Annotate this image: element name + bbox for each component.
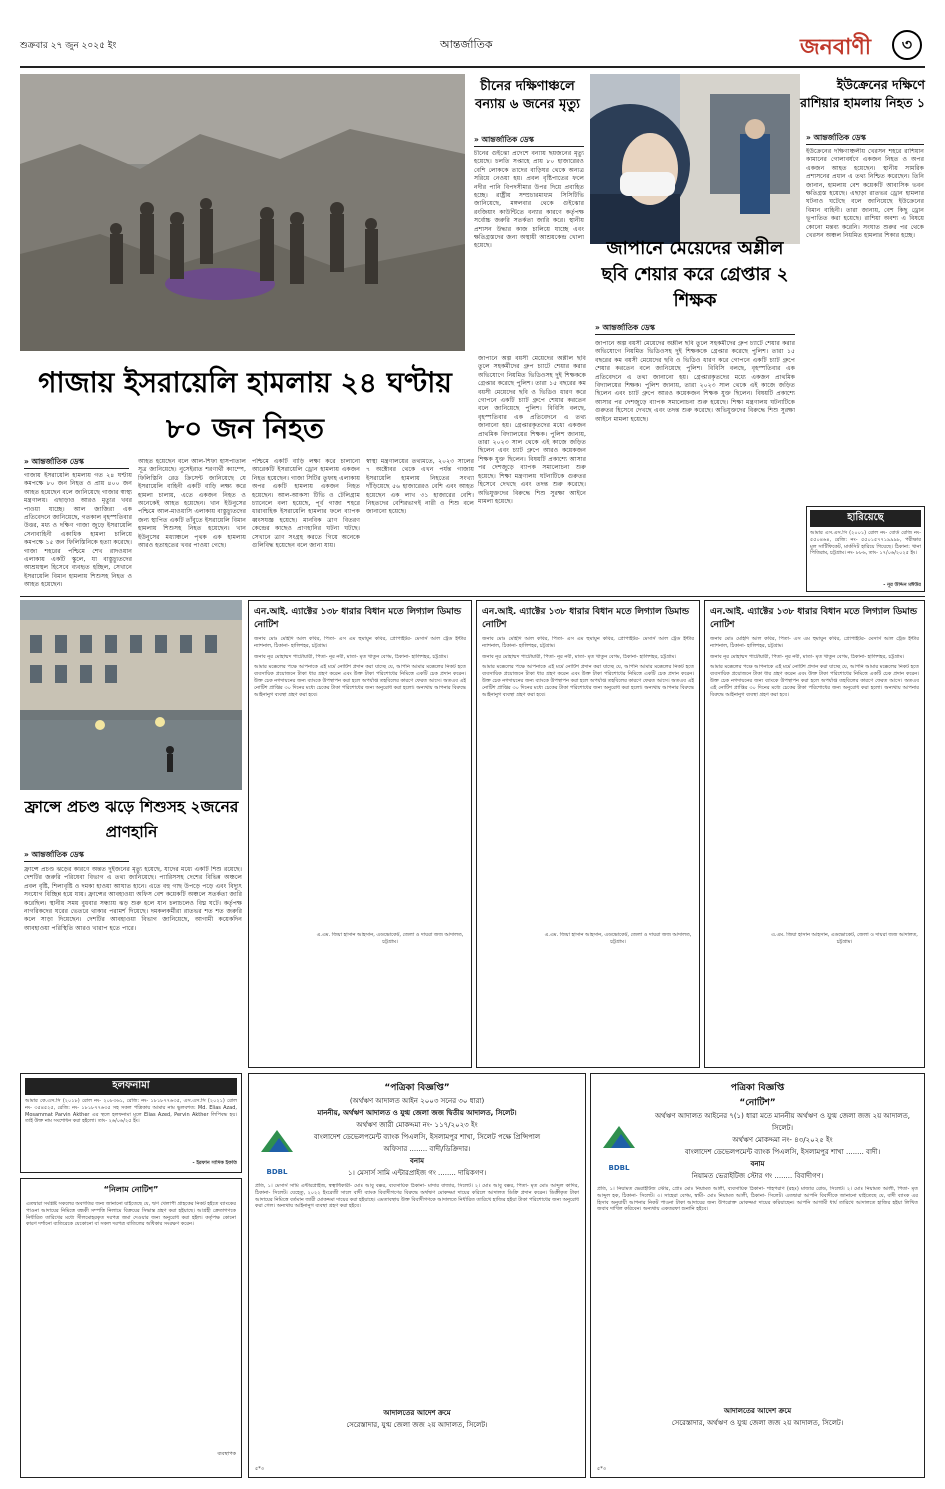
gaza-photo — [20, 74, 465, 351]
auction-body: এতদ্বারা সংশ্লিষ্ট সকলের অবগতির জন্য জানানো যাইতেছে যে, ঋণ খেলাপী গ্রাহকের নিকট হইতে ব্যাংকের পাওনা আদায়ের নিমিত্তে বন্ধকী সম্পত্তি নিলামে বিক্রয়ের সিদ্ধান্ত গ্রহণ করা হইয়াছে। আগ্রহী ক্রেতাগণকে নির্ধারিত তারিখের মধ্যে সীলমোহরকৃত দরপত্র জমা দেওয়ার জন্য অনুরোধ করা হইল। কর্তৃপক্ষ কোনো কারণ দর্শানো ব্যতিরেকে যেকোনো বা সকল দরপত্র বাতিলের অধিকার সংরক্ষণ করেন। — [26, 1201, 236, 1228]
japan-body-a: জাপানে অল্প বয়সী মেয়েদের অশ্লীল ছবি তুলে সহকর্মীদের গ্রুপ চ্যাটে শেয়ার করার অভিযোগে নিয়মিত ভিডিওসহ দুই শিক্ষককে গ্রেপ্তার করেছে পুলিশ। তারা ১৫ বছরের কম বয়সী মেয়েদের ছবি ও ভিডিও ধারণ করে গোপনে একটি চ্যাট গ্রুপে শেয়ার করতেন বলে জানিয়েছে পুলিশ। বিবিসি বলছে, বৃহস্পতিবার এক প্রতিবেদনে এ তথ্য জানানো হয়। গ্রেপ্তারকৃতদের মধ্যে একজন প্রাথমিক বিদ্যালয়ের শিক্ষক। পুলিশ জানায়, তারা ২০২৩ সাল থেকে এই কাজে জড়িত ছিলেন এবং চ্যাট গ্রুপে আরও কয়েকজন শিক্ষক যুক্ত ছিলেন। বিষয়টি প্রকাশ্যে আসার পর দেশজুড়ে ব্যাপক সমালোচনা শুরু হয়েছে। শিক্ষা মন্ত্রণালয় ঘটনাটিকে গুরুতর হিসেবে দেখছে এবং তদন্ত শুরু করেছে। অভিযুক্তদের বিরুদ্ধে শিশু সুরক্ষা আইনে মামলা হয়েছে। — [595, 340, 795, 423]
france-photo — [20, 600, 242, 790]
bdbl-logo-icon — [599, 1120, 639, 1160]
legal-notice-sender: জনাব নূর মোহাম্মদ পাটোয়ারী, পিতা- নূর নবী, মাতা- মৃত খাতুন বেগম, ঠিকানা- হালিশহর, চট্টগ্রাম। — [482, 653, 677, 660]
masthead — [20, 30, 925, 66]
bdbl1-case: অর্থঋণ জারী মোকদ্দমা নং- ১১৭/২০২৩ ইং — [356, 1121, 478, 1129]
affidavit-notice — [20, 1073, 242, 1173]
date: শুক্রবার ২৭ জুন ২০২৫ ইং — [20, 41, 117, 51]
china-body-cont: জাপানে অল্প বয়সী মেয়েদের অশ্লীল ছবি তুলে সহকর্মীদের গ্রুপ চ্যাটে শেয়ার করার অভিযোগে নিয়মিত ভিডিওসহ দুই শিক্ষককে গ্রেপ্তার করেছে পুলিশ। তারা ১৫ বছরের কম বয়সী মেয়েদের ছবি ও ভিডিও ধারণ করে গোপনে একটি চ্যাট গ্রুপে শেয়ার করতেন বলে জানিয়েছে পুলিশ। বিবিসি বলছে, বৃহস্পতিবার এক প্রতিবেদনে এ তথ্য জানানো হয়। গ্রেপ্তারকৃতদের মধ্যে একজন প্রাথমিক বিদ্যালয়ের শিক্ষক। পুলিশ জানায়, তারা ২০২৩ সাল থেকে এই কাজে জড়িত ছিলেন এবং চ্যাট গ্রুপে আরও কয়েকজন শিক্ষক যুক্ত ছিলেন। বিষয়টি প্রকাশ্যে আসার পর দেশজুড়ে ব্যাপক সমালোচনা শুরু হয়েছে। শিক্ষা মন্ত্রণালয় ঘটনাটিকে গুরুতর হিসেবে দেখছে এবং তদন্ত শুরু করেছে। অভিযুক্তদের বিরুদ্ধে শিশু সুরক্ষা আইনে মামলা হয়েছে। — [478, 355, 586, 505]
bdbl2-defendant: নিয়ামত ভেরাইটিজ স্টোর গং ........ বিবাদীগণ। — [691, 1172, 824, 1180]
auction-notice — [20, 1178, 242, 1478]
bdbl2-body: প্রতি, ১। নিয়ামত ভেরাইটিজ স্টোর, প্রোঃ মোঃ নিয়ামত আলী, ব্যবসায়িক ঠিকানা- শাহপরাণ (রহঃ) মাজার রোড, সিলেট। ২। মোঃ নিয়ামত আলী, পিতা- মৃত আব্দুল হক, ঠিকানা- সিলেট। ৩। সাহেরা বেগম, স্বামী- মোঃ নিয়ামত আলী, ঠিকানা- সিলেট। এতদ্বারা আপনি বিবাদীকে জানানো যাইতেছে যে, বাদী ব্যাংক এর হিসাব অনুযায়ী আপনার নিকট পাওনা টাকা আদায়ের জন্য উপরোক্ত মোকদ্দমা দায়ের করিয়াছেন। আপনি আগামী ধার্য তারিখে আদালতে হাজির হইয়া লিখিত জবাব দাখিল করিবেন। অন্যথায় একতরফা শুনানি হইবে। — [597, 1186, 918, 1213]
bdbl1-versus: বনাম — [410, 1157, 424, 1165]
france-desk: » আন্তর্জাতিক ডেস্ক — [24, 850, 134, 862]
bdbl-logo-text: BDBL — [266, 1168, 288, 1176]
auction-footer: ব্যবস্থাপক — [217, 1451, 236, 1457]
bdbl-logo-icon — [257, 1124, 297, 1164]
bdbl2-title: পত্রিকা বিজ্ঞপ্তি — [730, 1083, 785, 1093]
legal-notice-signature: এ.এম. জিয়া হাসান আহসান, এডভোকেট, জেলা ও দায়রা জজ আদালত, চট্টগ্রাম। — [316, 932, 464, 946]
bdbl2-size: ৫*৩ — [597, 1466, 606, 1473]
ukraine-body: ইউক্রেনের দক্ষিণাঞ্চলীয় খেরসন শহরে রাশিয়ান কামানের গোলাবর্ষণে একজন নিহত ও অপর একজন আহত হয়েছেন। স্থানীয় সামরিক প্রশাসনের প্রধান এ তথ্য নিশ্চিত করেছেন। তিনি জানান, হামলায় বেশ কয়েকটি আবাসিক ভবন ক্ষতিগ্রস্ত হয়েছে। এছাড়া রাতভর ড্রোন হামলার ঘটনাও ঘটেছে বলে জানিয়েছে ইউক্রেনের বিমান বাহিনী। তারা জানায়, বেশ কিছু ড্রোন ভূপাতিত করা হয়েছে। রাশিয়া অবশ্য এ বিষয়ে কোনো মন্তব্য করেনি। সংঘাত শুরুর পর থেকে খেরসন অঞ্চল নিয়মিত হামলার শিকার হচ্ছে। — [806, 148, 924, 240]
legal-notice-sender: জনাব নূর মোহাম্মদ পাটোয়ারী, পিতা- নূর নবী, মাতা- মৃত খাতুন বেগম, ঠিকানা- হালিশহর, চট্টগ্রাম। — [254, 653, 449, 660]
auction-title: “নিলাম নোটিশ” — [103, 1185, 159, 1194]
legal-notice-body: আমার মক্কেলের পক্ষে আপনাকে এই মর্মে নোটিশ প্রদান করা যাচ্ছে যে, আপনি আমার মক্কেলের নিকট হতে ব্যবসায়িক প্রয়োজনে টাকা ধার গ্রহণ করেন এবং উক্ত টাকা পরিশোধের নিমিত্তে একটি চেক প্রদান করেন। উক্ত চেক নগদায়নের জন্য ব্যাংকে উপস্থাপন করা হলে অপর্যাপ্ত তহবিলের কারণে ফেরত আসে। অতএব এই নোটিশ প্রাপ্তির ৩০ দিনের মধ্যে চেকের টাকা পরিশোধের জন্য অনুরোধ করা হলো। অন্যথায় আপনার বিরুদ্ধে আইনানুগ ব্যবস্থা গ্রহণ করা হবে। — [254, 664, 466, 698]
china-desk-rule — [474, 146, 584, 147]
bdbl1-size: ৫*৩ — [255, 1466, 264, 1473]
legal-notice-title: এন.আই. এ্যাক্টের ১৩৮ ধারার বিধান মতে লিগ্যাল ডিমান্ড নোটিশ — [482, 607, 690, 630]
gaza-rubble-image — [20, 74, 465, 351]
police-officer-image — [590, 74, 800, 244]
bdbl-logo-1 — [257, 1124, 297, 1176]
legal-notice-to: জনাব মোঃ মেহিদি আল কবির, পিতা- এস এম হুমায়ুন কবির, প্রোপাইটর- মেসার্স আল ট্রেড ইন্টার ন্যাশনাল, ঠিকানা- হালিশহর, চট্টগ্রাম। — [482, 636, 694, 649]
bdbl1-footer: আদালতের আদেশ ক্রমে — [383, 1409, 451, 1417]
ukraine-headline: ইউক্রেনের দক্ষিণে রাশিয়ার হামলায় নিহত ১ — [800, 77, 925, 110]
gaza-body-col3: পশ্চিমে একটি বাড়ি লক্ষ্য করে চালানো আরেকটি ইসরায়েলি ড্রোন হামলায় একজন নিহত হয়েছেন। গাজা সিটির তুফাহ এলাকায় অপর একটি হামলায় একজন নিহত হয়েছেন। আল-আকসা টিভি ও টেলিগ্রাম চ্যানেলে বলা হয়েছে, পূর্ব গাজা শহরে ধারাবাহিক ইসরায়েলি হামলার ফলে ব্যাপক ধ্বংসযজ্ঞ হয়েছে। মানবিক ত্রাণ বিতরণ কেন্দ্রের কাছেও প্রাণহানির ঘটনা ঘটছে। সেখানে ত্রাণ সংগ্রহ করতে গিয়ে অনেকে গুলিবিদ্ধ হয়েছেন বলে জানা যায়। — [252, 458, 360, 550]
bdbl-logo-text: BDBL — [608, 1164, 630, 1172]
bdbl2-bank: বাংলাদেশ ডেভেলপমেন্ট ব্যাংক পিএলসি, ইসলামপুর শাখা ........ বাদী। — [684, 1148, 881, 1156]
bdbl1-title: “পত্রিকা বিজ্ঞপ্তি” — [384, 1083, 450, 1093]
bdbl-notice-2 — [590, 1073, 925, 1478]
ukraine-desk-rule — [806, 144, 924, 145]
legal-notice-3 — [704, 600, 925, 1068]
bdbl2-subtitle: “নোটিশ” — [739, 1098, 776, 1108]
lost-notice — [806, 506, 925, 592]
legal-notice-title: এন.আই. এ্যাক্টের ১৩৮ ধারার বিধান মতে লিগ্যাল ডিমান্ড নোটিশ — [254, 607, 462, 630]
newspaper-logo: জনবাণী — [800, 35, 872, 60]
bdbl2-versus: বনাম — [750, 1160, 765, 1168]
legal-notice-sender: জনাব নূর মোহাম্মদ পাটোয়ারী, পিতা- নূর নবী, মাতা- মৃত খাতুন বেগম, ঠিকানা- হালিশহর, চট্টগ্রাম। — [710, 653, 905, 660]
bdbl1-bank: বাংলাদেশ ডেভেলপমেন্ট ব্যাংক পিএলসি, ইসলামপুর শাখা, সিলেট পক্ষে প্রিন্সিপাল অফিসার ........ বাদী/ডিক্রিদার। — [313, 1133, 541, 1153]
japan-desk: » আন্তর্জাতিক ডেস্ক — [595, 323, 795, 335]
france-headline: ফ্রান্সে প্রচণ্ড ঝড়ে শিশুসহ ২জনের প্রাণহানি — [24, 798, 239, 841]
page-number: ৩ — [892, 30, 922, 60]
france-desk-rule — [24, 861, 129, 862]
lost-signature: - নূর উদ্দিন মঈউর — [883, 582, 921, 588]
legal-notice-1 — [248, 600, 472, 1068]
bdbl1-defendant: ১। মেসার্স সামি এন্টারপ্রাইজ গং ........ দায়িকগণ। — [347, 1169, 487, 1177]
affidavit-signature: - ইরফান সাদিক ইফতি — [192, 1160, 237, 1166]
japan-photo — [590, 74, 800, 244]
legal-notice-body: আমার মক্কেলের পক্ষে আপনাকে এই মর্মে নোটিশ প্রদান করা যাচ্ছে যে, আপনি আমার মক্কেলের নিকট হতে ব্যবসায়িক প্রয়োজনে টাকা ধার গ্রহণ করেন এবং উক্ত টাকা পরিশোধের নিমিত্তে একটি চেক প্রদান করেন। উক্ত চেক নগদায়নের জন্য ব্যাংকে উপস্থাপন করা হলে অপর্যাপ্ত তহবিলের কারণে ফেরত আসে। অতএব এই নোটিশ প্রাপ্তির ৩০ দিনের মধ্যে চেকের টাকা পরিশোধের জন্য অনুরোধ করা হলো। অন্যথায় আপনার বিরুদ্ধে আইনানুগ ব্যবস্থা গ্রহণ করা হবে। — [482, 664, 694, 698]
china-headline: চীনের দক্ষিণাঞ্চলে বন্যায় ৬ জনের মৃত্যু — [475, 79, 580, 112]
gaza-body-col4: স্বাস্থ্য মন্ত্রণালয়ের তথ্যমতে, ২০২৩ সালের ৭ অক্টোবর থেকে এখন পর্যন্ত গাজায় ইসরায়েলি হামলায় নিহতের সংখ্যা দাঁড়িয়েছে ৫৬ হাজারেরও বেশি এবং আহত হয়েছেন এক লাখ ৩১ হাজারের বেশি। নিহতদের বেশিরভাগই নারী ও শিশু বলে জানানো হয়েছে। — [366, 458, 474, 516]
legal-notice-2 — [476, 600, 700, 1068]
affidavit-heading: হলফনামা — [25, 1078, 237, 1095]
bdbl-logo-2 — [599, 1120, 639, 1172]
bdbl2-footer-sub: সেরেস্তাদার, অর্থঋণ ও যুগ্ম জেলা জজ ২য় আদালত, সিলেট। — [671, 1419, 844, 1427]
france-body: ফ্রান্সে প্রচণ্ড ঝড়ের কারণে অন্তত দুইজনের মৃত্যু হয়েছে, যাদের মধ্যে একটি শিশু রয়েছে। দেশটির জরুরি পরিষেবা বিভাগ এ তথ্য জানিয়েছে। প্যারিসসহ দেশের বিভিন্ন অঞ্চলে প্রবল বৃষ্টি, শিলাবৃষ্টি ও দমকা হাওয়া আঘাত হানে। এতে বহু গাছ উপড়ে পড়ে এবং বিদ্যুৎ সংযোগ বিচ্ছিন্ন হয়ে যায়। ফ্রান্সের আবহাওয়া অফিস বেশ কয়েকটি অঞ্চলে সতর্কতা জারি করেছিল। স্থানীয় সময় বুধবার সন্ধ্যায় ঝড় শুরু হলে যান চলাচলেও বিঘ্ন ঘটে। কর্তৃপক্ষ নাগরিকদের ঘরের ভেতরে থাকার পরামর্শ দিয়েছে। দমকলকর্মীরা রাতভর শত শত জরুরি কলে সাড়া দিয়েছেন। দেশটির আবহাওয়া বিভাগ জানিয়েছে, আগামী কয়েকদিন আবহাওয়া পরিস্থিতি আরও খারাপ হতে পারে। — [24, 866, 242, 932]
legal-notice-title: এন.আই. এ্যাক্টের ১৩৮ ধারার বিধান মতে লিগ্যাল ডিমান্ড নোটিশ — [710, 607, 918, 630]
bdbl1-body: প্রতি, ১। মেসার্স সামি এন্টারপ্রাইজ, স্বত্বাধিকারী- মোঃ আবু বক্কর, ব্যবসায়িক ঠিকানা- মাদার বাজার, সিলেট। ২। মোঃ আবু বক্কর, পিতা- মৃত মোঃ আব্দুল কাদির, ঠিকানা- সিলেট। যেহেতু, ২০২২ ইংরেজী সালে বাদী ব্যাংক বিবাদীগণের বিরুদ্ধে অর্থঋণ মোকদ্দমা দায়ের করিলে আদালত ডিক্রি প্রদান করেন। ডিক্রীকৃত টাকা আদায়ের নিমিত্তে বর্তমান জারী মোকদ্দমা দায়ের করা হইয়াছে। এমতাবস্থায় উক্ত বিবাদীগণকে আদালতে নির্ধারিত তারিখে হাজির হইয়া টাকা পরিশোধের জন্য অনুরোধ করা গেল। অন্যথায় আইনানুগ ব্যবস্থা গ্রহণ করা হইবে। — [255, 1183, 579, 1210]
gaza-body-col1: গাজায় ইসরায়েলি হামলায় গত ২৪ ঘণ্টায় কমপক্ষে ৮০ জন নিহত ও প্রায় ৪০০ জন আহত হয়েছেন বলে জানিয়েছে গাজার স্বাস্থ্য মন্ত্রণালয়। এছাড়াও আরও মৃত্যুর খবর পাওয়া যাচ্ছে। আল জাজিরা এক প্রতিবেদনে জানিয়েছে, গতকাল বৃহস্পতিবার উত্তর, মধ্য ও দক্ষিণ গাজা জুড়ে ইসরায়েলি সেনাবাহিনী একাধিক হামলা চালিয়ে কমপক্ষে ১৫ জন ফিলিস্তিনিকে হত্যা করেছে। গাজা শহরের পশ্চিমে শেখ রাদওয়ান এলাকায় একটি স্কুলে, যা বাস্তুচ্যুতদের আশ্রয়স্থল হিসেবে ব্যবহৃত হচ্ছিল, সেখানে ইসরায়েলি বিমান হামলায় শিশুসহ নিহত ও আহত হয়েছেন। — [24, 472, 132, 589]
section-title: আন্তর্জাতিক — [440, 38, 493, 51]
gaza-body-col2: আহত হয়েছেন বলে আল-শিফা হাসপাতাল সূত্র জানিয়েছে। নুসেইরাত শরণার্থী ক্যাম্পে, ফিলিস্তিনি রেড ক্রিসেন্ট জানিয়েছে যে ইসরায়েলি বাহিনী একটি বাড়ি লক্ষ্য করে হামলা চালায়, এতে একজন নিহত ও অনেকেই আহত হয়েছেন। খান ইউনুসের পশ্চিমে আল-মাওয়াসি এলাকায় বাস্তুচ্যুতদের জন্য স্থাপিত একটি তাঁবুতে ইসরায়েলি বিমান হামলায় শিশুসহ নিহত হয়েছেন। খান ইউনুসের মধ্যাঞ্চলে পৃথক এক হামলায় আরও হতাহতের খবর পাওয়া গেছে। — [138, 458, 246, 550]
gaza-desk: » আন্তর্জাতিক ডেস্ক — [24, 457, 134, 469]
bdbl2-footer: আদালতের আদেশ ক্রমে — [723, 1407, 792, 1415]
bdbl2-court: অর্থঋণ আদালত আইনের ৭(১) ধারা মতে মাননীয় অর্থঋণ ও যুগ্ম জেলা জজ ২য় আদালত, সিলেট। — [654, 1112, 910, 1132]
bdbl2-case: অর্থঋণ মোকদ্দমা নং- ৪৩/২০২৫ ইং — [732, 1136, 833, 1144]
legal-notice-signature: এ.এম. জিয়া হাসান আহসান, এডভোকেট, জেলা ও দায়রা জজ আদালত, চট্টগ্রাম। — [544, 932, 692, 946]
china-body: চীনের গুইঝো প্রদেশে বন্যায় ছয়জনের মৃত্যু হয়েছে। চলতি সপ্তাহে প্রায় ৮০ হাজারেরও বেশি লোককে তাদের বাড়িঘর থেকে অন্যত্র সরিয়ে নেওয়া হয়। প্রবল বৃষ্টিপাতের ফলে নদীর পানি বিপদসীমার উপর দিয়ে প্রবাহিত হচ্ছে। রাষ্ট্রীয় সম্প্রচারমাধ্যম সিসিটিভি জানিয়েছে, মঙ্গলবার থেকে গুইঝোর রংজিয়াং কাউন্টিতে বন্যার কারণে কর্তৃপক্ষ সর্বোচ্চ জরুরি সতর্কতা জারি করে। স্থানীয় প্রশাসন উদ্ধার কাজ চালিয়ে যাচ্ছে এবং ক্ষতিগ্রস্তদের জন্য অস্থায়ী আশ্রয়কেন্দ্র খোলা হয়েছে। — [474, 150, 584, 250]
ukraine-desk: » আন্তর্জাতিক ডেস্ক — [806, 133, 924, 145]
china-desk: » আন্তর্জাতিক ডেস্ক — [474, 135, 584, 147]
gaza-headline: গাজায় ইসরায়েলি হামলায় ২৪ ঘণ্টায় ৮০ জন নিহত — [38, 366, 452, 445]
japan-desk-rule — [595, 334, 795, 335]
lost-body: আমার এস.এস.সি (২০০১) রোল নং- বোর্ড রেজি নং- ৫৫০৪৬৪, রেজি: নং- ৫৫০১৫৭৭১৯৯৯৮, পরীক্ষার মূল সার্টিফিকেট, মার্কসিট হারিয়ে গিয়েছে। ঠিকানা: খানা পিতিরাম, চট্টগ্রাম। নং- ৮৮৬, তাং- ১৭/০৬/২০২৫ ইং। — [810, 530, 921, 557]
bdbl1-footer-sub: সেরেস্তাদার, যুগ্ম জেলা জজ ২য় আদালত, সিলেট। — [346, 1421, 488, 1429]
section-divider-1 — [20, 596, 925, 597]
legal-notice-to: জনাব মোঃ মেহিদি আল কবির, পিতা- এস এম হুমায়ুন কবির, প্রোপাইটর- মেসার্স আল ট্রেড ইন্টার ন্যাশনাল, ঠিকানা- হালিশহর, চট্টগ্রাম। — [710, 636, 919, 649]
gaza-desk-rule — [24, 468, 129, 469]
japan-headline: জাপানে মেয়েদের অশ্লীল ছবি শেয়ার করে গ্রেপ্তার ২ শিক্ষক — [601, 238, 789, 311]
lost-heading: হারিয়েছে — [810, 510, 921, 527]
storm-street-image — [20, 600, 242, 790]
legal-notice-signature: এ.এম. জিয়া হাসান আহসান, এডভোকেট, জেলা ও দায়রা জজ আদালত, চট্টগ্রাম। — [771, 932, 918, 946]
bdbl1-subtitle: (অর্থঋণ আদালত আইন ২০০৩ সনের ৩০ ধারা) — [349, 1097, 485, 1105]
bdbl1-court: মাননীয়, অর্থঋণ আদালত ও যুগ্ম জেলা জজ দ্বিতীয় আদালত, সিলেট। — [317, 1109, 517, 1117]
affidavit-body: আমার কে.এস.সি (২০১৮) রোল নং- ২০৮৩৬১, রেজি: নং- ১৮১৮৭৭৬৩৫, এস.এস.সি (২০২১) রোল নং- ৩৫৪৫২৫, রেজি: নং- ১৮১৮৭৭৬৩৫ সহ সকল পত্রিকায় আমার নাম ভুলবশত: Md. Elias Azad, Mosammat Parvin Akther এর স্থলে হলফনামা মূলে Elias Azed, Pervin Akther লিপিবদ্ধ হয়। তাই উক্ত নাম সংশোধন করা হইলো। তাং- ২৬/০৬/২৫ ইং। — [25, 1098, 237, 1125]
bdbl-notice-1 — [248, 1073, 586, 1478]
legal-notice-body: আমার মক্কেলের পক্ষে আপনাকে এই মর্মে নোটিশ প্রদান করা যাচ্ছে যে, আপনি আমার মক্কেলের নিকট হতে ব্যবসায়িক প্রয়োজনে টাকা ধার গ্রহণ করেন এবং উক্ত টাকা পরিশোধের নিমিত্তে একটি চেক প্রদান করেন। উক্ত চেক নগদায়নের জন্য ব্যাংকে উপস্থাপন করা হলে অপর্যাপ্ত তহবিলের কারণে ফেরত আসে। অতএব এই নোটিশ প্রাপ্তির ৩০ দিনের মধ্যে চেকের টাকা পরিশোধের জন্য অনুরোধ করা হলো। অন্যথায় আপনার বিরুদ্ধে আইনানুগ ব্যবস্থা গ্রহণ করা হবে। — [710, 664, 919, 698]
masthead-rule — [20, 66, 925, 68]
legal-notice-to: জনাব মোঃ মেহিদি আল কবির, পিতা- এস এম হুমায়ুন কবির, প্রোপাইটর- মেসার্স আল ট্রেড ইন্টার ন্যাশনাল, ঠিকানা- হালিশহর, চট্টগ্রাম। — [254, 636, 466, 649]
